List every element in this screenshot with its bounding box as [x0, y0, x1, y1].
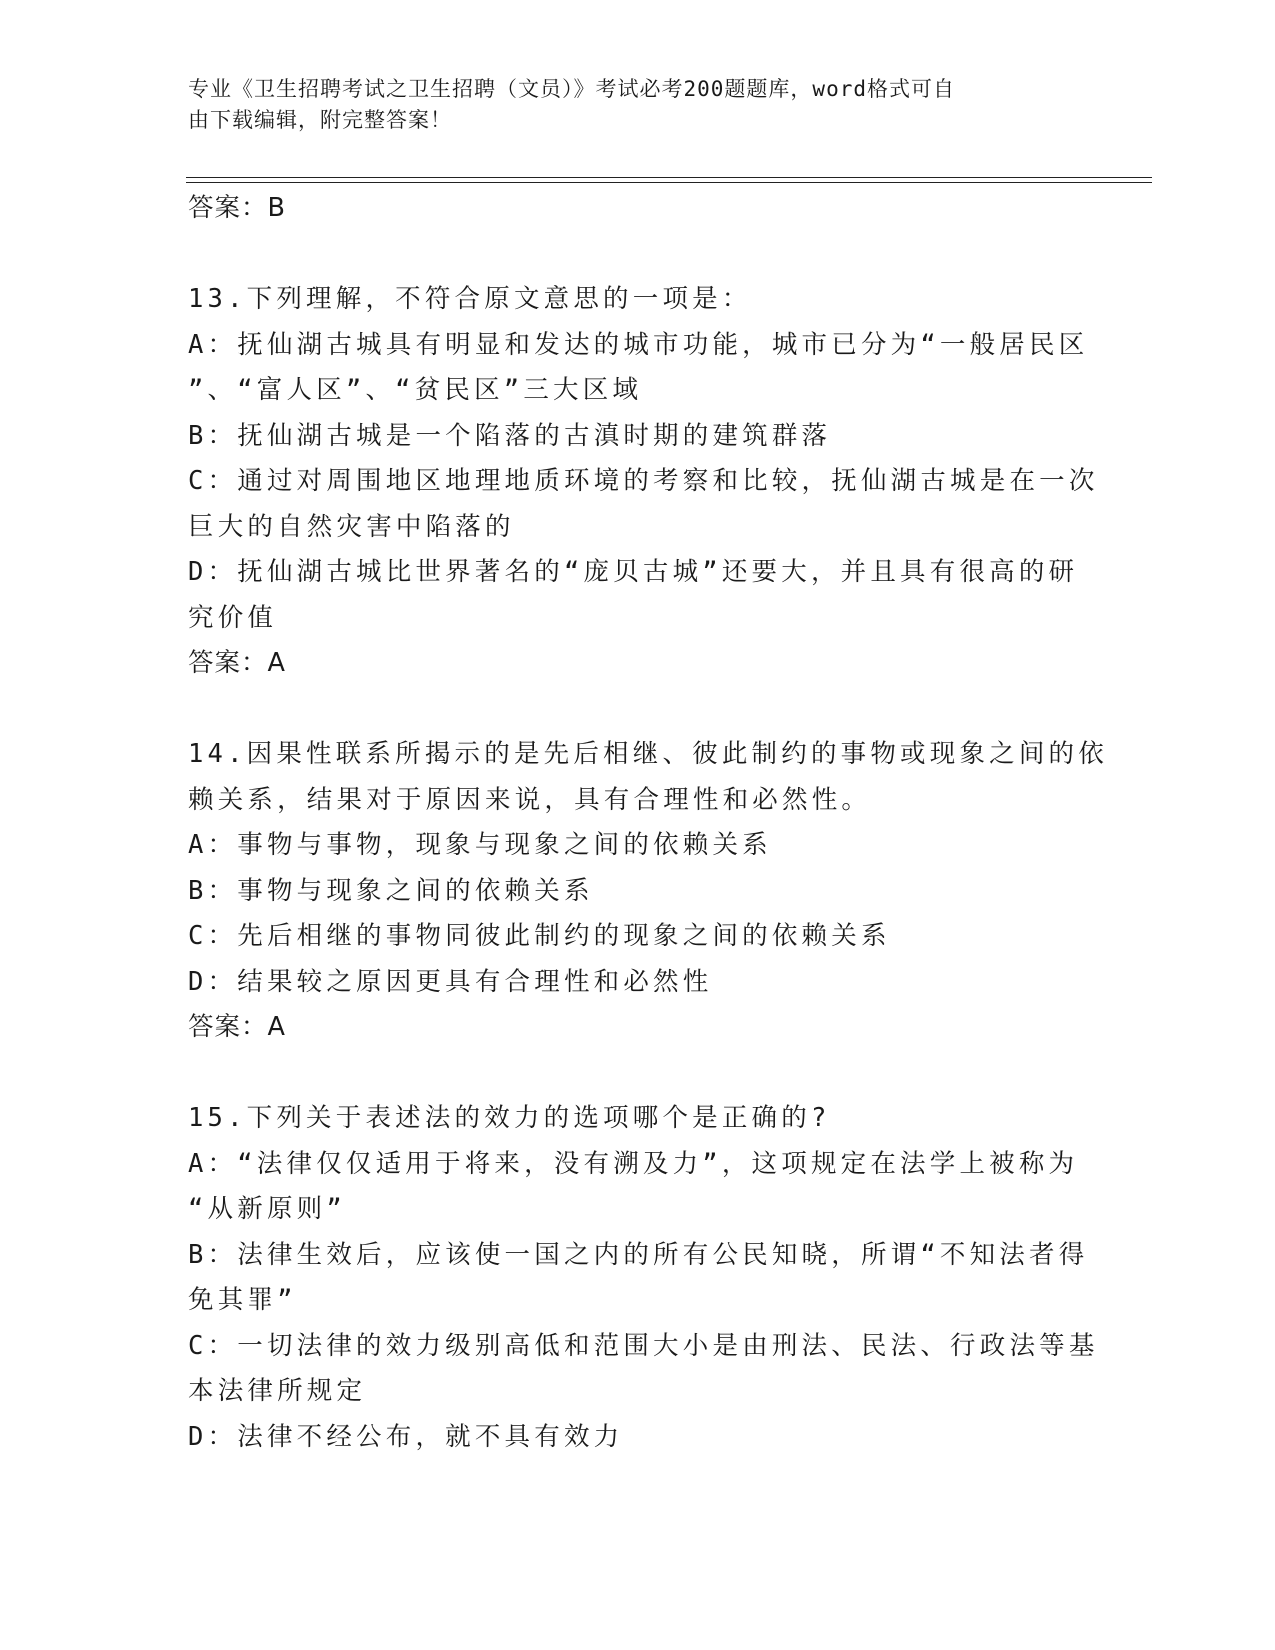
question-stem-cont: 赖关系，结果对于原因来说，具有合理性和必然性。	[188, 784, 872, 815]
option-a: A：抚仙湖古城具有明显和发达的城市功能，城市已分为“一般居民区	[188, 329, 1089, 360]
question-stem: 13.下列理解，不符合原文意思的一项是：	[188, 284, 752, 314]
option-b-cont: 免其罪”	[188, 1285, 297, 1315]
option-c: C：先后相继的事物同彼此制约的现象之间的依赖关系	[188, 921, 891, 951]
option-c: C：通过对周围地区地理地质环境的考察和比较，抚仙湖古城是在一次	[188, 466, 1099, 496]
previous-answer: 答案：B	[188, 193, 286, 223]
option-a: A：“法律仅仅适用于将来，没有溯及力”，这项规定在法学上被称为	[188, 1148, 1079, 1179]
answer: 答案：A	[188, 1012, 286, 1042]
option-a-cont: ”、“富人区”、“贫民区”三大区域	[188, 375, 643, 405]
header-line-2: 由下载编辑，附完整答案！	[188, 108, 452, 132]
option-d: D：法律不经公布，就不具有效力	[188, 1421, 624, 1452]
question-14	[188, 732, 1108, 1051]
option-c-cont: 本法律所规定	[188, 1376, 367, 1406]
option-b: B：事物与现象之间的依赖关系	[188, 875, 594, 906]
question-15	[188, 1096, 1108, 1460]
option-c: C：一切法律的效力级别高低和范围大小是由刑法、民法、行政法等基	[188, 1330, 1099, 1361]
header-divider-bottom	[186, 182, 1152, 183]
option-d: D：结果较之原因更具有合理性和必然性	[188, 966, 713, 997]
answer: 答案：A	[188, 648, 286, 678]
option-d-cont: 究价值	[188, 602, 278, 633]
question-stem: 15.下列关于表述法的效力的选项哪个是正确的?	[188, 1103, 831, 1133]
document-header	[188, 74, 1088, 136]
option-b: B：法律生效后，应该使一国之内的所有公民知晓，所谓“不知法者得	[188, 1239, 1089, 1270]
option-b: B：抚仙湖古城是一个陷落的古滇时期的建筑群落	[188, 420, 832, 451]
header-divider-top	[186, 177, 1152, 178]
question-13	[188, 277, 1108, 687]
option-a-cont: “从新原则”	[188, 1194, 346, 1224]
option-c-cont: 巨大的自然灾害中陷落的	[188, 511, 515, 542]
header-line-1: 专业《卫生招聘考试之卫生招聘（文员）》考试必考200题题库，word格式可自	[188, 77, 955, 101]
option-d: D：抚仙湖古城比世界著名的“庞贝古城”还要大，并且具有很高的研	[188, 557, 1079, 587]
option-a: A：事物与事物，现象与现象之间的依赖关系	[188, 830, 772, 860]
question-stem: 14.因果性联系所揭示的是先后相继、彼此制约的事物或现象之间的依	[188, 739, 1108, 769]
question-list	[188, 186, 1108, 1460]
